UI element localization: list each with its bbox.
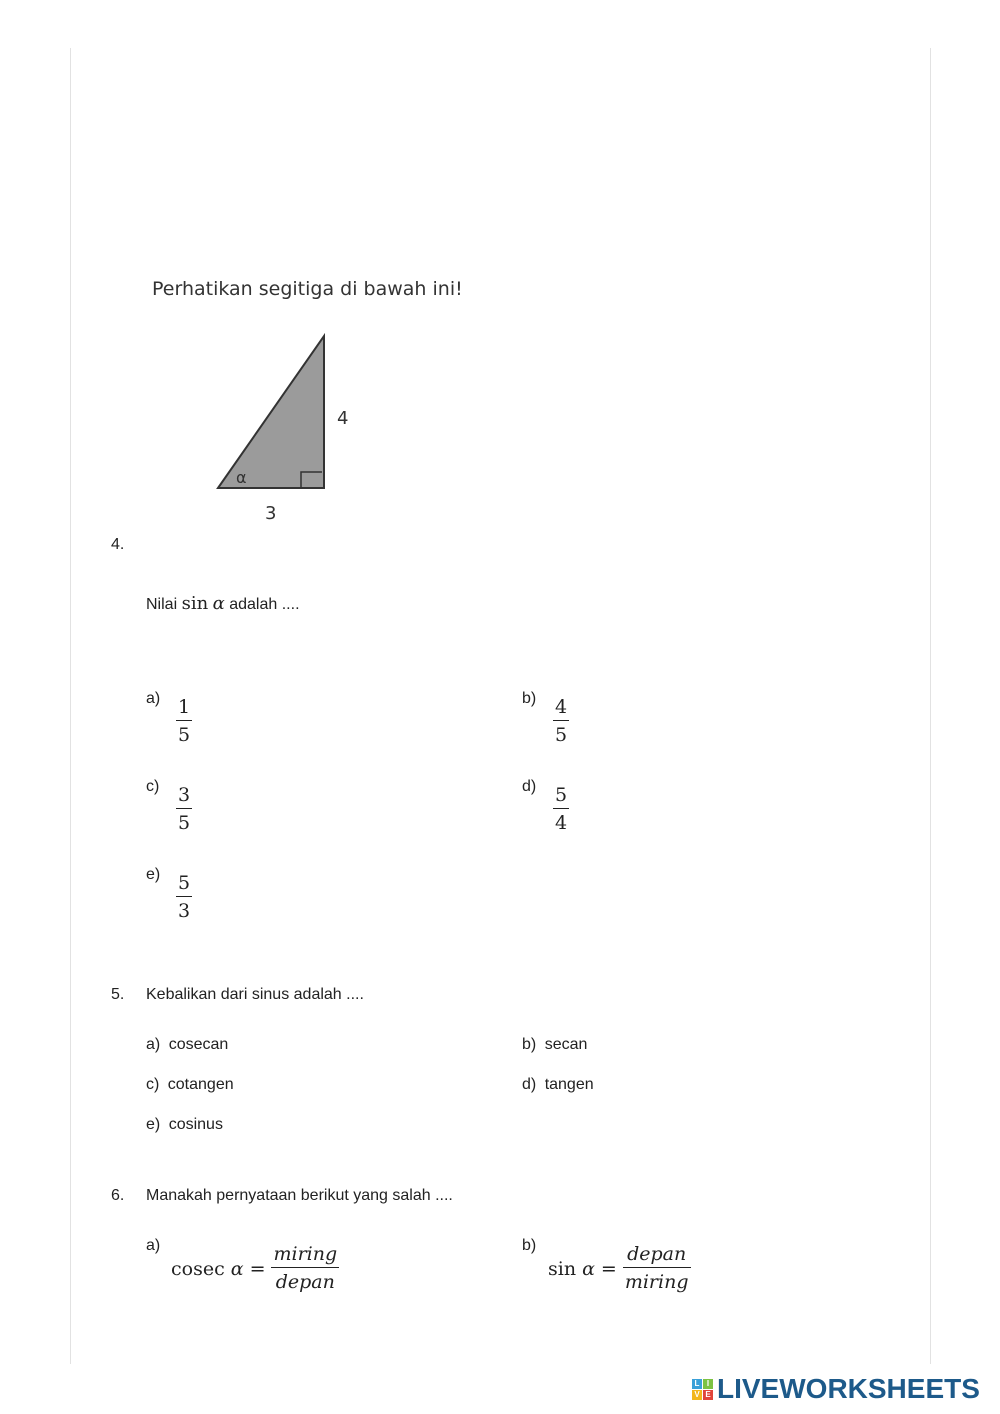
q6-option-b-fraction xyxy=(623,1245,691,1292)
q4-option-e[interactable] xyxy=(146,866,191,922)
q6-option-a-fraction xyxy=(271,1245,339,1292)
side-label-base: 3 xyxy=(265,503,277,524)
q5-option-d[interactable] xyxy=(522,1076,594,1094)
fraction-numerator: 4 xyxy=(555,696,568,718)
q4-option-b-label: b) xyxy=(522,690,537,707)
q5-option-c-label: c) xyxy=(146,1076,160,1093)
question-4-sin: sin xyxy=(181,593,209,614)
q6-option-a-equation xyxy=(171,1245,339,1292)
q4-option-e-label: e) xyxy=(146,866,161,883)
fraction-denominator: 3 xyxy=(178,900,191,922)
q6-option-a-equals: = xyxy=(249,1257,266,1280)
figure-instruction: Perhatikan segitiga di bawah ini! xyxy=(152,278,463,300)
logo-letter-l: L xyxy=(692,1379,702,1389)
fraction-denominator: 5 xyxy=(178,812,191,834)
q6-option-b[interactable] xyxy=(522,1237,689,1293)
q6-option-a[interactable] xyxy=(146,1237,338,1293)
q6-option-a-fn: cosec xyxy=(171,1257,225,1280)
q4-option-a-label: a) xyxy=(146,690,161,707)
liveworksheets-wordmark: LIVEWORKSHEETS xyxy=(717,1373,980,1404)
q6-option-b-equals: = xyxy=(600,1257,617,1280)
q4-option-d[interactable] xyxy=(522,778,568,834)
q6-option-a-label: a) xyxy=(146,1237,161,1254)
fraction-numerator: 5 xyxy=(555,784,568,806)
q6-option-b-fn: sin xyxy=(548,1257,577,1280)
fraction-denominator: 4 xyxy=(555,812,568,834)
page-right-border xyxy=(930,48,931,1364)
q4-option-c-fraction xyxy=(176,786,192,833)
q5-option-d-label: d) xyxy=(522,1076,537,1093)
question-4-number: 4. xyxy=(111,536,125,553)
q4-option-a-fraction xyxy=(176,698,192,745)
question-4-alpha: α xyxy=(212,593,225,614)
q5-option-c-text: cotangen xyxy=(167,1076,234,1093)
logo-letter-i: I xyxy=(703,1379,713,1389)
q5-option-c[interactable] xyxy=(146,1076,234,1094)
q5-option-d-text: tangen xyxy=(544,1076,594,1093)
side-label-vertical: 4 xyxy=(337,408,349,429)
q4-option-c[interactable] xyxy=(146,778,191,834)
question-6-number: 6. xyxy=(111,1187,125,1204)
fraction-numerator: depan xyxy=(627,1243,687,1265)
question-4-text xyxy=(146,593,300,614)
fraction-denominator: depan xyxy=(275,1271,335,1293)
q5-option-e-text: cosinus xyxy=(168,1116,223,1133)
liveworksheets-logo[interactable] xyxy=(692,1373,980,1405)
q6-option-b-equation xyxy=(548,1245,691,1292)
q5-option-b-text: secan xyxy=(544,1036,588,1053)
q5-option-a-text: cosecan xyxy=(168,1036,229,1053)
logo-letter-e: E xyxy=(703,1390,713,1400)
question-5-number: 5. xyxy=(111,986,125,1003)
q6-option-b-label: b) xyxy=(522,1237,537,1254)
question-5-text: Kebalikan dari sinus adalah .... xyxy=(146,986,364,1003)
q5-option-b[interactable] xyxy=(522,1036,587,1054)
liveworksheets-logo-icon xyxy=(692,1379,713,1400)
q6-option-a-var: α xyxy=(230,1257,244,1280)
q4-option-b[interactable] xyxy=(522,690,568,746)
q4-option-c-label: c) xyxy=(146,778,160,795)
page-left-border xyxy=(70,48,71,1364)
fraction-numerator: 1 xyxy=(178,696,191,718)
q4-option-d-label: d) xyxy=(522,778,537,795)
fraction-denominator: miring xyxy=(624,1271,689,1293)
q5-option-e-label: e) xyxy=(146,1116,161,1133)
worksheet-page xyxy=(70,48,931,1364)
angle-label: α xyxy=(236,468,247,487)
question-4-text-before: Nilai xyxy=(146,596,178,613)
logo-letter-v: V xyxy=(692,1390,702,1400)
q5-option-b-label: b) xyxy=(522,1036,537,1053)
fraction-numerator: 3 xyxy=(178,784,191,806)
right-triangle-figure xyxy=(200,325,370,535)
q5-option-e[interactable] xyxy=(146,1116,223,1134)
q5-option-a-label: a) xyxy=(146,1036,161,1053)
q4-option-d-fraction xyxy=(553,786,569,833)
fraction-denominator: 5 xyxy=(178,724,191,746)
fraction-denominator: 5 xyxy=(555,724,568,746)
q5-option-a[interactable] xyxy=(146,1036,228,1054)
q4-option-b-fraction xyxy=(553,698,569,745)
fraction-numerator: 5 xyxy=(178,872,191,894)
triangle-shape xyxy=(218,336,324,488)
q4-option-a[interactable] xyxy=(146,690,191,746)
q6-option-b-var: α xyxy=(582,1257,595,1280)
fraction-numerator: miring xyxy=(273,1243,338,1265)
q4-option-e-fraction xyxy=(176,874,192,921)
question-4-text-after: adalah .... xyxy=(229,596,300,613)
question-6-text: Manakah pernyataan berikut yang salah .... xyxy=(146,1187,453,1204)
